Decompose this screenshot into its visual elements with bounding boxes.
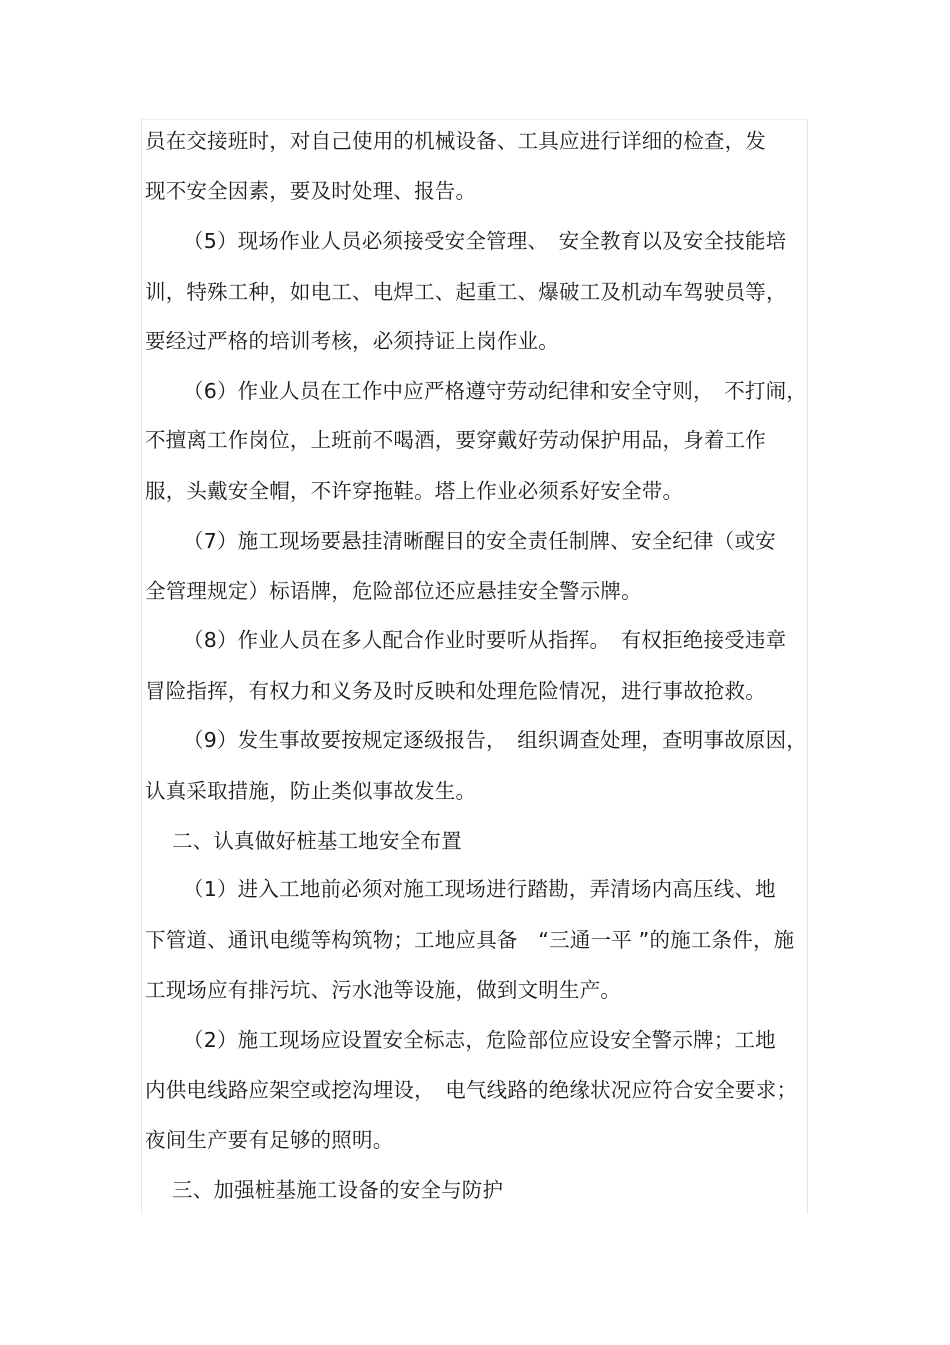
text-line: 训，特殊工种，如电工、电焊工、起重工、爆破工及机动车驾驶员等， — [145, 280, 787, 304]
text-line: 工现场应有排污坑、污水池等设施，做到文明生产。 — [145, 978, 622, 1002]
text-line: （7）施工现场要悬挂清晰醒目的安全责任制牌、安全纪律（或安 — [183, 529, 776, 553]
text-line: 现不安全因素，要及时处理、报告。 — [145, 179, 477, 203]
text-line: 夜间生产要有足够的照明。 — [145, 1128, 394, 1152]
text-line: 全管理规定）标语牌，危险部位还应悬挂安全警示牌。 — [145, 579, 642, 603]
section-heading: 三、加强桩基施工设备的安全与防护 — [172, 1178, 504, 1202]
text-line: 不擅离工作岗位，上班前不喝酒，要穿戴好劳动保护用品，身着工作 — [145, 428, 766, 452]
text-line: （8）作业人员在多人配合作业时要听从指挥。 有权拒绝接受违章 — [183, 628, 787, 652]
text-line: （6）作业人员在工作中应严格遵守劳动纪律和安全守则， 不打闹， — [183, 379, 807, 403]
text-line: 认真采取措施，防止类似事故发生。 — [145, 779, 477, 803]
text-line: （9）发生事故要按规定逐级报告， 组织调查处理，查明事故原因， — [183, 728, 807, 752]
text-line: 服，头戴安全帽，不许穿拖鞋。塔上作业必须系好安全带。 — [145, 479, 684, 503]
text-line: 内供电线路应架空或挖沟埋设， 电气线路的绝缘状况应符合安全要求； — [145, 1078, 798, 1102]
text-line: 要经过严格的培训考核，必须持证上岗作业。 — [145, 329, 559, 353]
text-line: 冒险指挥，有权力和义务及时反映和处理危险情况，进行事故抢救。 — [145, 679, 766, 703]
text-line: （5）现场作业人员必须接受安全管理、 安全教育以及安全技能培 — [183, 229, 787, 253]
text-line: （1）进入工地前必须对施工现场进行踏勘，弄清场内高压线、地 — [183, 877, 776, 901]
text-line: 员在交接班时，对自己使用的机械设备、工具应进行详细的检查，发 — [145, 129, 766, 153]
section-heading: 二、认真做好桩基工地安全布置 — [172, 829, 462, 853]
text-line: （2）施工现场应设置安全标志，危险部位应设安全警示牌；工地 — [183, 1028, 776, 1052]
text-line: 下管道、通讯电缆等构筑物；工地应具备 “三通一平 ”的施工条件，施 — [145, 928, 795, 952]
